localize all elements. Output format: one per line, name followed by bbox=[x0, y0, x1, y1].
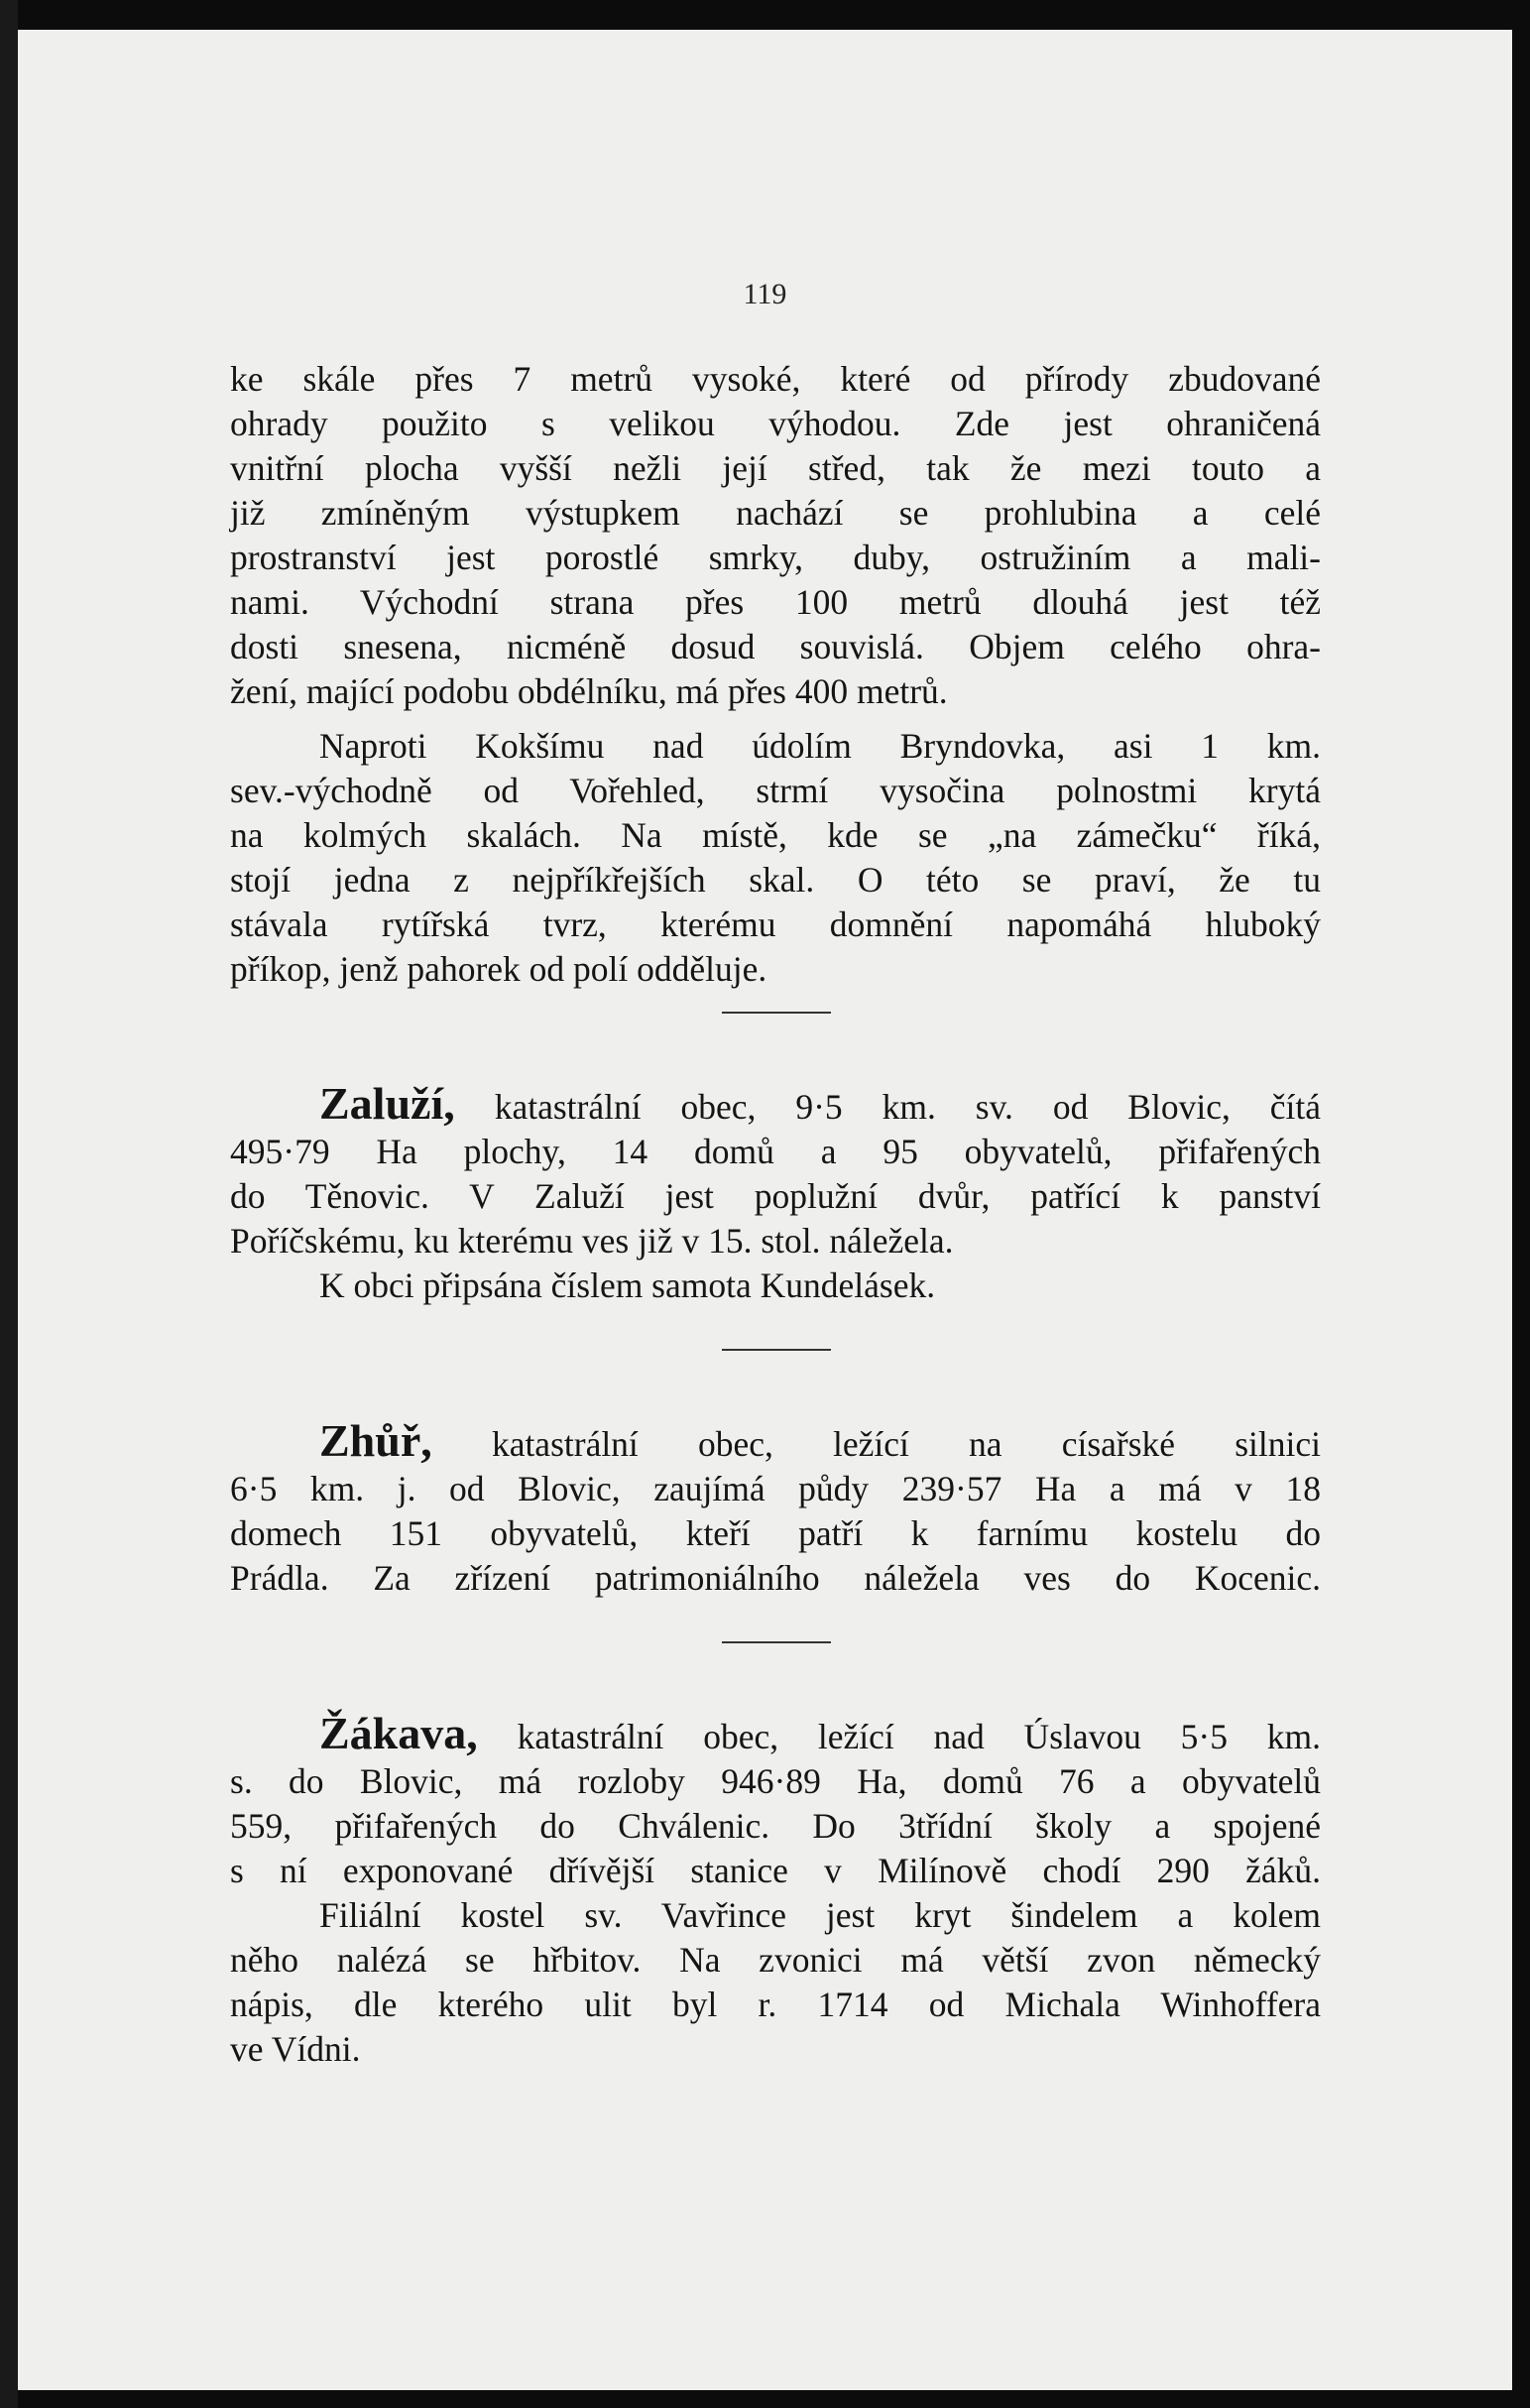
scan-edge bbox=[0, 0, 18, 2408]
text-line: již zmíněným výstupkem nachází se prohlubina a celé bbox=[230, 493, 1321, 533]
page bbox=[18, 30, 1512, 2390]
text-line: stávala rytířská tvrz, kterému domnění napomáhá hluboký bbox=[230, 904, 1321, 944]
text-line: stojí jedna z nejpříkřejších skal. O této se praví, že tu bbox=[230, 860, 1321, 900]
text-line: žení, mající podobu obdélníku, má přes 400 metrů. bbox=[230, 671, 948, 711]
text-line: dosti snesena, nicméně dosud souvislá. Objem celého ohra- bbox=[230, 627, 1321, 666]
text-line: vnitřní plocha vyšší nežli její střed, tak že mezi touto a bbox=[230, 448, 1321, 488]
text-line: K obci připsána číslem samota Kundelásek. bbox=[319, 1265, 936, 1305]
text-line: nápis, dle kterého ulit byl r. 1714 od Michala Winhoffera bbox=[230, 1985, 1321, 2024]
text-line: s. do Blovic, má rozloby 946·89 Ha, domů 76 a obyvatelů bbox=[230, 1761, 1321, 1801]
text-line: ohrady použito s velikou výhodou. Zde jest ohraničená bbox=[230, 404, 1321, 443]
entry-first-line bbox=[230, 1708, 1322, 1759]
text-line: na kolmých skalách. Na místě, kde se „na zámečku“ říká, bbox=[230, 815, 1321, 855]
text-line: 495·79 Ha plochy, 14 domů a 95 obyvatelů, přifařených bbox=[230, 1132, 1321, 1171]
text-line: domech 151 obyvatelů, kteří patří k farnímu kostelu do bbox=[230, 1513, 1321, 1553]
text-line: Prádla. Za zřízení patrimoniálního náležela ves do Kocenic. bbox=[230, 1558, 1321, 1598]
entry-first-line-text: katastrální obec, 9·5 km. sv. od Blovic, čítá bbox=[494, 1087, 1322, 1127]
entry-zaluzi bbox=[230, 1078, 1322, 1308]
text-line: sev.-východně od Vořehled, strmí vysočina polnostmi krytá bbox=[230, 771, 1321, 810]
text-line: nami. Východní strana přes 100 metrů dlouhá jest též bbox=[230, 582, 1321, 622]
text-line: Poříčskému, ku kterému ves již v 15. stol. náležela. bbox=[230, 1221, 954, 1261]
intro-paragraph bbox=[230, 357, 1321, 714]
entry-first-line bbox=[230, 1078, 1322, 1130]
text-line: Naproti Kokšímu nad údolím Bryndovka, asi 1 km. bbox=[319, 726, 1321, 766]
entry-first-line-text: katastrální obec, ležící na císařské silnici bbox=[491, 1424, 1321, 1464]
text-line: něho nalézá se hřbitov. Na zvonici má větší zvon německý bbox=[230, 1940, 1321, 1980]
intro-paragraph-2 bbox=[230, 724, 1321, 992]
entry-name: Žákava, bbox=[319, 1708, 478, 1758]
section-divider bbox=[722, 1349, 831, 1351]
text-line: 559, přifařených do Chválenic. Do 3třídní školy a spojené bbox=[230, 1806, 1321, 1846]
section-divider bbox=[722, 1641, 831, 1643]
text-line: 6·5 km. j. od Blovic, zaujímá půdy 239·57 Ha a má v 18 bbox=[230, 1469, 1321, 1508]
text-line: ve Vídni. bbox=[230, 2029, 361, 2069]
entry-name: Zhůř, bbox=[319, 1415, 432, 1466]
text-line: příkop, jenž pahorek od polí odděluje. bbox=[230, 949, 767, 989]
text-line: ke skále přes 7 metrů vysoké, které od přírody zbudované bbox=[230, 359, 1321, 399]
entry-first-line-text: katastrální obec, ležící nad Úslavou 5·5 km. bbox=[517, 1717, 1322, 1756]
text-line: do Těnovic. V Zaluží jest poplužní dvůr, patřící k panství bbox=[230, 1176, 1321, 1216]
entry-first-line bbox=[230, 1415, 1321, 1467]
text-line: Filiální kostel sv. Vavřince jest kryt šindelem a kolem bbox=[319, 1895, 1321, 1935]
page-number: 119 bbox=[743, 278, 787, 310]
entry-zakava bbox=[230, 1708, 1322, 2072]
entry-zhur bbox=[230, 1415, 1321, 1601]
text-line: prostranství jest porostlé smrky, duby, ostružiním a mali- bbox=[230, 538, 1321, 577]
section-divider bbox=[722, 1012, 831, 1014]
text-line: s ní exponované dřívější stanice v Milínově chodí 290 žáků. bbox=[230, 1851, 1321, 1890]
entry-name: Zaluží, bbox=[319, 1078, 455, 1129]
